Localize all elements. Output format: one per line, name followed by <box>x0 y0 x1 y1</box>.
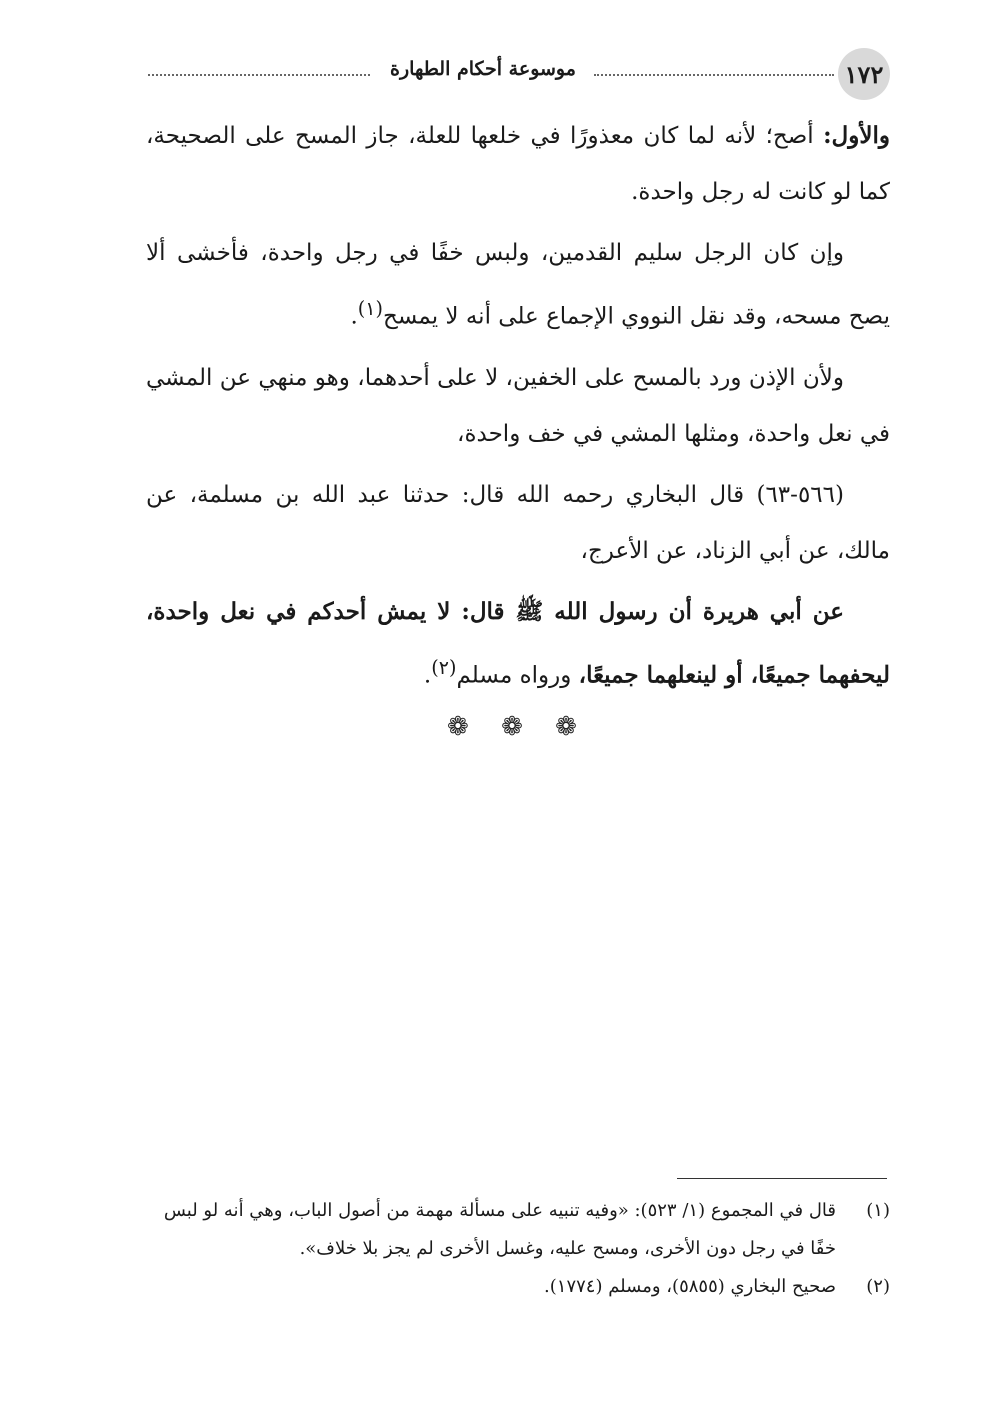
paragraph-text: ورواه مسلم <box>456 662 579 689</box>
paragraph-lead: والأول: <box>823 122 890 149</box>
hadith-text <box>146 584 890 704</box>
paragraph-text: أصح؛ لأنه لما كان معذورًا في خلعها للعلة، جاز المسح على الصحيحة، كما لو كانت له رجل واحدة. <box>146 123 890 205</box>
paragraph-text: (٥٦٦-٦٣) قال البخاري رحمه الله قال: حدثنا عبد الله بن مسلمة، عن مالك، عن أبي الزناد، عن الأعرج، <box>146 481 890 564</box>
footnote-ref[interactable]: (١) <box>357 297 384 320</box>
paragraph <box>146 225 890 345</box>
page-number: ١٧٢ <box>838 48 890 100</box>
footnote <box>146 1268 890 1306</box>
paragraph-end: . <box>423 662 432 689</box>
page-header <box>146 48 890 100</box>
footnotes <box>146 1192 890 1306</box>
footnote-number: (١) <box>866 1200 890 1221</box>
paragraph-end: . <box>350 303 358 330</box>
hadith-chain <box>146 467 890 579</box>
running-title: موسوعة أحكام الطهارة <box>390 58 576 80</box>
footnote-number: (٢) <box>866 1276 890 1297</box>
footnote <box>146 1192 890 1268</box>
paragraph-text: وإن كان الرجل سليم القدمين، ولبس خفًا في رجل واحدة، فأخشى ألا يصح مسحه، وقد نقل النووي الإجماع على أنه لا يمسح <box>146 240 890 330</box>
header-dotted-leader <box>594 74 834 76</box>
section-ornaments: ❁ ❁ ❁ <box>447 712 589 742</box>
footnote-text: صحيح البخاري (٥٨٥٥)، ومسلم (١٧٧٤). <box>544 1276 836 1297</box>
paragraph <box>146 108 890 220</box>
paragraph <box>146 350 890 462</box>
paragraph-text: ولأن الإذن ورد بالمسح على الخفين، لا على أحدهما، وهو منهي عن المشي في نعل واحدة، ومثلها المشي في خف واحدة، <box>146 364 890 447</box>
header-dotted-leader <box>148 74 370 76</box>
main-text <box>146 108 890 708</box>
footnote-divider <box>677 1178 887 1179</box>
hadith-bold-text: عن أبي هريرة أن رسول الله ﷺ قال: لا يمش أحدكم في نعل واحدة، ليحفهما جميعًا، أو لينعلهما جميعًا، <box>146 597 890 689</box>
footnote-ref[interactable]: (٢) <box>431 655 457 679</box>
footnote-text: قال في المجموع (١/ ٥٢٣): «وفيه تنبيه على مسألة مهمة من أصول الباب، وهي أنه لو لبس خفًا في رجل دون الأخرى، ومسح عليه، وغسل الأخرى لم يجز بلا خلاف». <box>163 1200 836 1259</box>
